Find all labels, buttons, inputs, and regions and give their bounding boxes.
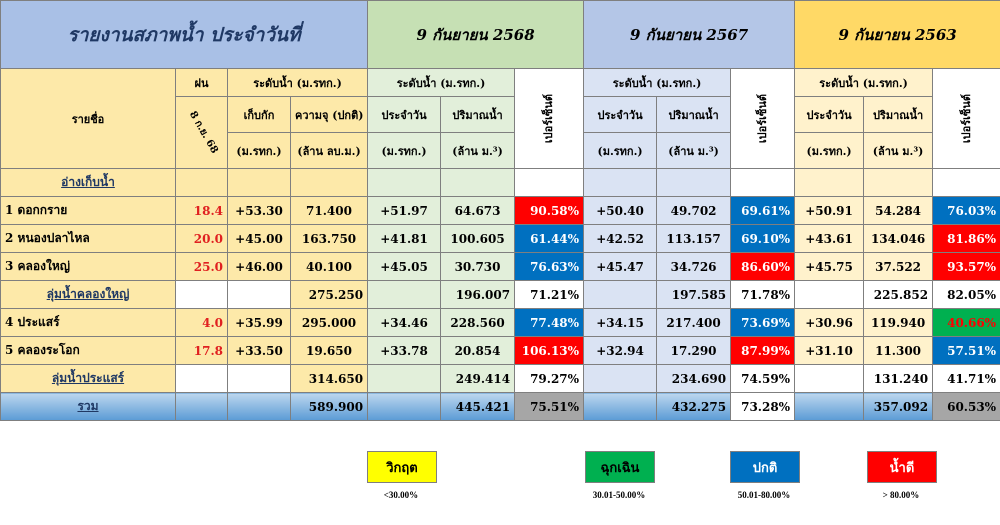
basin-name: ลุ่มน้ำคลองใหญ่ (1, 281, 176, 309)
total-row (1, 393, 1000, 421)
reservoir-row (1, 225, 1000, 253)
percent-2563: 76.03% (933, 197, 1000, 225)
total-label: รวม (1, 393, 176, 421)
legend-box-4: น้ำดี (867, 451, 937, 483)
capacity-header: ความจุ (ปกติ) (291, 97, 368, 133)
volume-2567: 49.702 (657, 197, 731, 225)
percent-header-2567: เปอร์เซ็นต์ (731, 69, 795, 169)
percent-2567: 86.60% (731, 253, 795, 281)
percent-2567: 69.61% (731, 197, 795, 225)
basin-percent-2568: 71.21% (515, 281, 584, 309)
basin-row (1, 281, 1000, 309)
date-header-2568: 9 กันยายน 2568 (368, 1, 584, 69)
section-title: อ่างเก็บน้ำ (1, 169, 176, 197)
reservoir-name: 1 ดอกกราย (1, 197, 176, 225)
volume-header-2563: ปริมาณน้ำ (864, 97, 933, 133)
storage-level: +53.30 (228, 197, 291, 225)
legend-box-1: วิกฤต (367, 451, 437, 483)
total-percent-2563: 60.53% (933, 393, 1000, 421)
reservoir-name: 5 คลองระโอก (1, 337, 176, 365)
percent-2568: 77.48% (515, 309, 584, 337)
report-title: รายงานสภาพน้ำ ประจำวันที่ (1, 1, 368, 69)
percent-2567: 73.69% (731, 309, 795, 337)
percent-2563: 57.51% (933, 337, 1000, 365)
percent-2567: 69.10% (731, 225, 795, 253)
total-volume-2568: 445.421 (441, 393, 515, 421)
level-2568: +45.05 (368, 253, 441, 281)
level-2568: +33.78 (368, 337, 441, 365)
basin-volume-2567: 234.690 (657, 365, 731, 393)
percent-header-2568: เปอร์เซ็นต์ (515, 69, 584, 169)
rain-value: 18.4 (176, 197, 228, 225)
percent-2567: 87.99% (731, 337, 795, 365)
level-2568: +34.46 (368, 309, 441, 337)
total-volume-2567: 432.275 (657, 393, 731, 421)
basin-capacity: 275.250 (291, 281, 368, 309)
capacity-value: 40.100 (291, 253, 368, 281)
percent-2568: 90.58% (515, 197, 584, 225)
reservoir-name: 4 ประแสร์ (1, 309, 176, 337)
level-2567: +42.52 (584, 225, 657, 253)
basin-percent-2568: 79.27% (515, 365, 584, 393)
volume-unit-2568: (ล้าน ม.³) (441, 133, 515, 169)
level-2563: +50.91 (795, 197, 864, 225)
volume-2568: 20.854 (441, 337, 515, 365)
level-group-header-base: ระดับน้ำ (ม.รทก.) (228, 69, 368, 97)
level-2563: +43.61 (795, 225, 864, 253)
level-group-header-2567: ระดับน้ำ (ม.รทก.) (584, 69, 731, 97)
reservoir-group-2 (1, 309, 1000, 365)
basin-percent-2567: 74.59% (731, 365, 795, 393)
total-percent-2568: 75.51% (515, 393, 584, 421)
reservoir-row (1, 253, 1000, 281)
percent-header-2563: เปอร์เซ็นต์ (933, 69, 1000, 169)
volume-2567: 217.400 (657, 309, 731, 337)
reservoir-name: 3 คลองใหญ่ (1, 253, 176, 281)
legend-range-2: 30.01-50.00% (592, 490, 646, 500)
legend-box-3: ปกติ (730, 451, 800, 483)
basin-capacity: 314.650 (291, 365, 368, 393)
level-group-header-2568: ระดับน้ำ (ม.รทก.) (368, 69, 515, 97)
volume-header-2567: ปริมาณน้ำ (657, 97, 731, 133)
volume-2567: 113.157 (657, 225, 731, 253)
level-2567: +45.47 (584, 253, 657, 281)
volume-2568: 228.560 (441, 309, 515, 337)
volume-unit-2567: (ล้าน ม.³) (657, 133, 731, 169)
daily-header-2568: ประจำวัน (368, 97, 441, 133)
capacity-value: 163.750 (291, 225, 368, 253)
volume-2563: 134.046 (864, 225, 933, 253)
total-capacity: 589.900 (291, 393, 368, 421)
percent-2563: 81.86% (933, 225, 1000, 253)
daily-unit-2568: (ม.รทก.) (368, 133, 441, 169)
level-2563: +30.96 (795, 309, 864, 337)
total-volume-2563: 357.092 (864, 393, 933, 421)
name-col-header: รายชื่อ (1, 69, 176, 169)
reservoir-row (1, 197, 1000, 225)
storage-level: +35.99 (228, 309, 291, 337)
capacity-value: 295.000 (291, 309, 368, 337)
legend-range-3: 50.01-80.00% (737, 490, 791, 500)
date-header-2567: 9 กันยายน 2567 (584, 1, 795, 69)
volume-2563: 119.940 (864, 309, 933, 337)
capacity-value: 19.650 (291, 337, 368, 365)
volume-2563: 54.284 (864, 197, 933, 225)
total-percent-2567: 73.28% (731, 393, 795, 421)
level-2567: +50.40 (584, 197, 657, 225)
level-2567: +32.94 (584, 337, 657, 365)
level-group-header-2563: ระดับน้ำ (ม.รทก.) (795, 69, 933, 97)
basin-percent-2563: 82.05% (933, 281, 1000, 309)
legend-range-4: > 80.00% (882, 490, 920, 500)
daily-unit-2567: (ม.รทก.) (584, 133, 657, 169)
storage-level: +46.00 (228, 253, 291, 281)
reservoir-row (1, 309, 1000, 337)
rain-value: 20.0 (176, 225, 228, 253)
rain-date-header: 8 ก.ย. 68 (176, 97, 228, 169)
rain-value: 25.0 (176, 253, 228, 281)
level-2567: +34.15 (584, 309, 657, 337)
volume-unit-2563: (ล้าน ม.³) (864, 133, 933, 169)
basin-volume-2563: 225.852 (864, 281, 933, 309)
storage-level: +33.50 (228, 337, 291, 365)
volume-2568: 100.605 (441, 225, 515, 253)
volume-2567: 34.726 (657, 253, 731, 281)
volume-2567: 17.290 (657, 337, 731, 365)
basin-volume-2563: 131.240 (864, 365, 933, 393)
legend-range-1: <30.00% (383, 490, 419, 500)
capacity-value: 71.400 (291, 197, 368, 225)
level-2563: +45.75 (795, 253, 864, 281)
basin-percent-2567: 71.78% (731, 281, 795, 309)
level-2568: +51.97 (368, 197, 441, 225)
volume-2568: 30.730 (441, 253, 515, 281)
legend-box-2: ฉุกเฉิน (585, 451, 655, 483)
basin-volume-2568: 249.414 (441, 365, 515, 393)
rain-value: 4.0 (176, 309, 228, 337)
level-2568: +41.81 (368, 225, 441, 253)
volume-2563: 37.522 (864, 253, 933, 281)
reservoir-group-1 (1, 197, 1000, 281)
basin-percent-2563: 41.71% (933, 365, 1000, 393)
daily-header-2567: ประจำวัน (584, 97, 657, 133)
basin-row (1, 365, 1000, 393)
percent-2563: 93.57% (933, 253, 1000, 281)
storage-level: +45.00 (228, 225, 291, 253)
daily-unit-2563: (ม.รทก.) (795, 133, 864, 169)
level-2563: +31.10 (795, 337, 864, 365)
basin-volume-2568: 196.007 (441, 281, 515, 309)
basin-volume-2567: 197.585 (657, 281, 731, 309)
reservoir-name: 2 หนองปลาไหล (1, 225, 176, 253)
capacity-unit: (ล้าน ลบ.ม.) (291, 133, 368, 169)
date-header-2563: 9 กันยายน 2563 (795, 1, 1000, 69)
storage-unit: (ม.รทก.) (228, 133, 291, 169)
rain-col-header: ฝน (176, 69, 228, 97)
rain-value: 17.8 (176, 337, 228, 365)
percent-2563: 40.66% (933, 309, 1000, 337)
volume-2563: 11.300 (864, 337, 933, 365)
reservoir-row (1, 337, 1000, 365)
volume-2568: 64.673 (441, 197, 515, 225)
percent-2568: 76.63% (515, 253, 584, 281)
daily-header-2563: ประจำวัน (795, 97, 864, 133)
percent-2568: 106.13% (515, 337, 584, 365)
volume-header-2568: ปริมาณน้ำ (441, 97, 515, 133)
percent-2568: 61.44% (515, 225, 584, 253)
basin-name: ลุ่มน้ำประแสร์ (1, 365, 176, 393)
storage-header: เก็บกัก (228, 97, 291, 133)
